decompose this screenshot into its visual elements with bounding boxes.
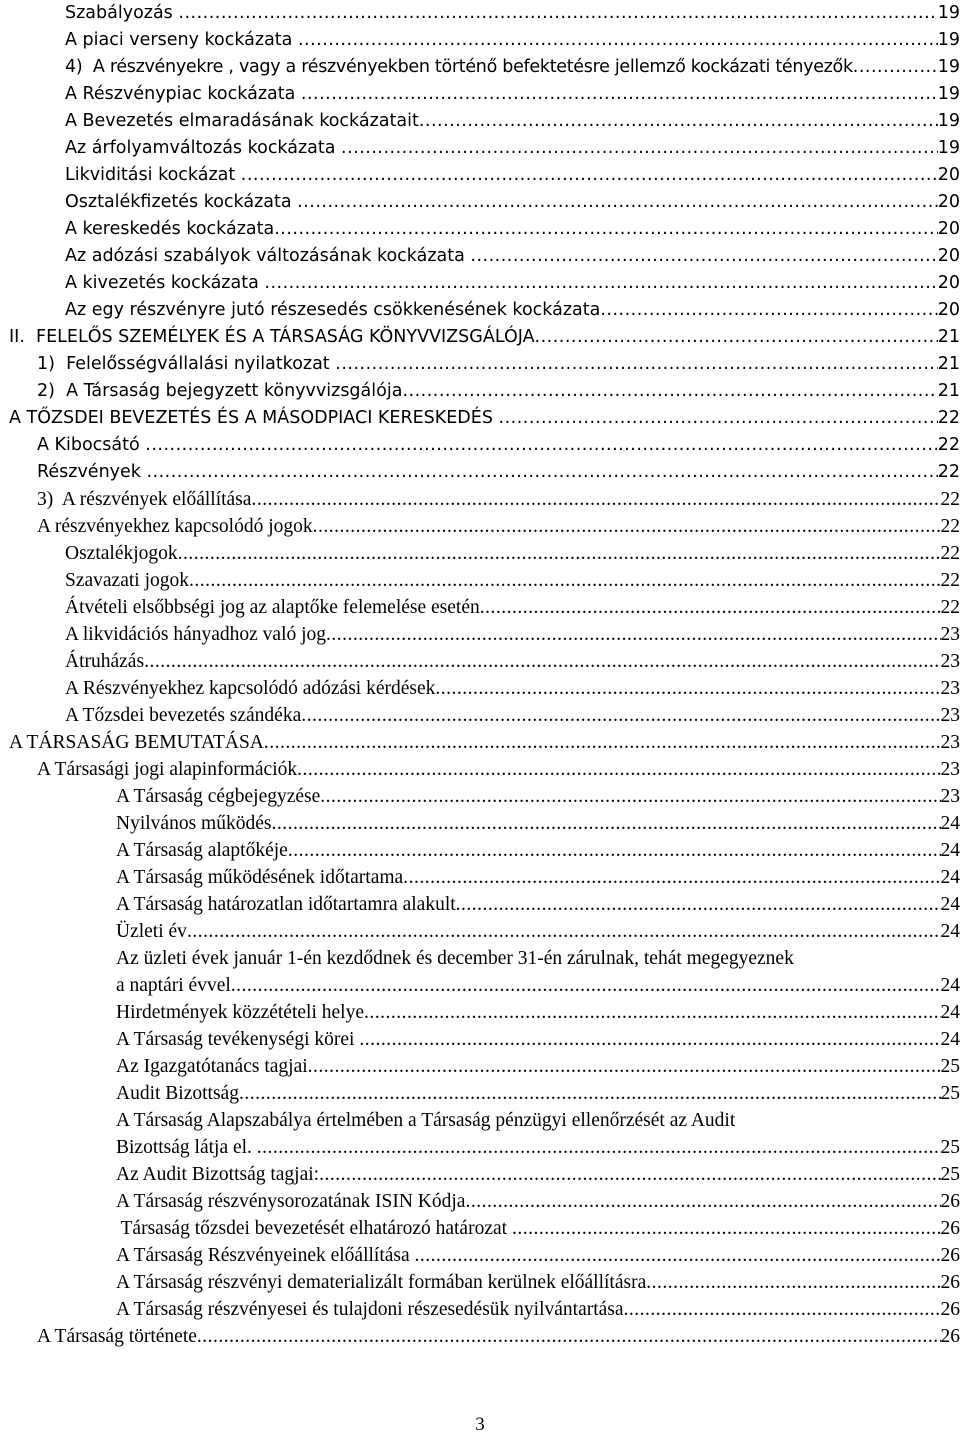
toc-entry-page: 22 [940, 597, 960, 618]
toc-row [0, 378, 960, 405]
toc-row [0, 729, 960, 756]
toc-entry-title: Szabályozás [65, 3, 179, 23]
toc-entry-title: Hirdetmények közzétételi helye [116, 1002, 364, 1023]
dot-leader [197, 1323, 941, 1350]
toc-entry-page: 26 [940, 1218, 960, 1239]
dot-leader [189, 567, 941, 594]
toc-entry[interactable] [37, 459, 960, 486]
toc-entry[interactable] [37, 351, 960, 378]
toc-entry[interactable] [65, 675, 960, 702]
toc-row [0, 135, 960, 162]
toc-entry-title: II. FELELŐS SZEMÉLYEK ÉS A TÁRSASÁG KÖNYVVIZSGÁLÓJA [9, 327, 535, 347]
toc-entry-title: A kivezetés kockázata [65, 273, 265, 293]
toc-entry-title: A Tőzsdei bevezetés szándéka [65, 705, 302, 726]
toc-entry-title: A Társaság cégbejegyzése [116, 786, 321, 807]
toc-entry-page: 23 [940, 705, 960, 726]
dot-leader [853, 54, 938, 81]
toc-entry-title: 1) Felelősségvállalási nyilatkozat [37, 354, 336, 374]
toc-row [0, 648, 960, 675]
toc-row [0, 1107, 960, 1134]
toc-entry-title: A Társaság működésének időtartama [116, 867, 404, 888]
toc-entry-title: A Társaság részvényi dematerializált formában kerülnek előállításra [116, 1272, 647, 1293]
toc-entry-title: A Részvénypiac kockázata [65, 84, 301, 104]
dot-leader [264, 270, 937, 297]
toc-entry[interactable] [116, 891, 960, 918]
toc-entry-title: A Társaság határozatlan időtartamra alakult [116, 894, 456, 915]
dot-leader [419, 108, 938, 135]
toc-entry[interactable] [65, 243, 960, 270]
toc-entry-page: 24 [940, 867, 960, 888]
toc-entry-page: 23 [940, 624, 960, 645]
dot-leader [271, 810, 940, 837]
toc-row [0, 1188, 960, 1215]
dot-leader [341, 135, 938, 162]
toc-entry[interactable] [116, 864, 960, 891]
toc-entry[interactable] [65, 702, 960, 729]
toc-entry[interactable] [65, 54, 960, 81]
toc-entry-page: 25 [940, 1056, 960, 1077]
toc-entry-page: 25 [940, 1137, 960, 1158]
toc-entry-title: A Társasági jogi alapinformációk [37, 759, 298, 780]
toc-entry-page: 19 [937, 30, 960, 50]
page-number: 3 [475, 1414, 485, 1435]
toc-row [0, 1134, 960, 1161]
toc-entry[interactable] [116, 810, 960, 837]
toc-row [0, 702, 960, 729]
toc-entry-title: 4) A részvényekre , vagy a részvényekben történő befektetésre jellemző kockázati tényezők [65, 57, 853, 77]
toc-entry-title: A Társaság alaptőkéje [116, 840, 288, 861]
dot-leader [499, 405, 938, 432]
toc-row [0, 972, 960, 999]
toc-entry-title: Osztalékfizetés kockázata [65, 192, 298, 212]
toc-entry-title: Részvények [37, 462, 147, 482]
toc-entry-page: 23 [940, 651, 960, 672]
toc-entry-page: 21 [937, 327, 960, 347]
toc-row [0, 1161, 960, 1188]
dot-leader [364, 999, 941, 1026]
toc-row [0, 783, 960, 810]
toc-entry[interactable] [65, 594, 960, 621]
toc-entry[interactable] [65, 162, 960, 189]
toc-row [0, 621, 960, 648]
dot-leader [470, 243, 937, 270]
dot-leader [403, 864, 940, 891]
toc-row [0, 54, 960, 81]
toc-entry-title: Az Audit Bizottság tagjai: [116, 1164, 320, 1185]
toc-entry[interactable] [37, 432, 960, 459]
toc-row [0, 1026, 960, 1053]
dot-leader [480, 594, 941, 621]
toc-row [0, 594, 960, 621]
toc-entry[interactable] [116, 1188, 960, 1215]
dot-leader [239, 1080, 941, 1107]
toc-row [0, 945, 960, 972]
toc-entry[interactable] [116, 1161, 960, 1188]
toc-entry-page: 20 [937, 273, 960, 293]
toc-entry-page: 24 [940, 1029, 960, 1050]
toc-row [0, 0, 960, 27]
toc-entry-title: Átvételi elsőbbségi jog az alaptőke felemelése esetén [65, 597, 480, 618]
dot-leader [178, 540, 941, 567]
toc-entry-page: 23 [940, 786, 960, 807]
toc-entry-page: 22 [940, 489, 960, 510]
dot-leader [359, 1026, 940, 1053]
toc-entry-title: Bizottság látja el. [116, 1137, 257, 1158]
toc-row [0, 27, 960, 54]
toc-entry[interactable] [116, 972, 960, 999]
dot-leader [535, 324, 938, 351]
toc-row [0, 216, 960, 243]
toc-entry-page: 23 [940, 759, 960, 780]
toc-entry-page: 20 [937, 219, 960, 239]
toc-entry-title: 2) A Társaság bejegyzett könyvvizsgálója [37, 381, 403, 401]
dot-leader [297, 756, 940, 783]
dot-leader [274, 216, 937, 243]
toc-entry[interactable] [65, 540, 960, 567]
toc-entry-page: 26 [940, 1272, 960, 1293]
dot-leader [308, 1053, 941, 1080]
toc-entry-title: A Bevezetés elmaradásának kockázatait [65, 111, 419, 131]
toc-entry-page: 19 [937, 3, 960, 23]
toc-entry-title: A TÁRSASÁG BEMUTATÁSA [9, 732, 264, 753]
toc-row [0, 1269, 960, 1296]
toc-entry-title: Üzleti év [116, 921, 187, 942]
toc-row [0, 1080, 960, 1107]
toc-row [0, 459, 960, 486]
toc-entry-title: A Kibocsátó [37, 435, 146, 455]
toc-entry-title: A kereskedés kockázata [65, 219, 275, 239]
toc-entry-title: A részvényekhez kapcsolódó jogok [37, 516, 313, 537]
toc-entry-title: A piaci verseny kockázata [65, 30, 298, 50]
dot-leader [335, 351, 937, 378]
toc-row [0, 999, 960, 1026]
toc-row [0, 297, 960, 324]
toc-entry[interactable] [116, 999, 960, 1026]
toc-entry-page: 22 [937, 408, 960, 428]
toc-row [0, 189, 960, 216]
dot-leader [231, 972, 941, 999]
toc-row [0, 540, 960, 567]
toc-entry-title: Társaság tőzsdei bevezetését elhatározó határozat [116, 1218, 512, 1239]
toc-entry-title: A likvidációs hányadhoz való jog [65, 624, 327, 645]
toc-entry[interactable] [65, 270, 960, 297]
toc-row [0, 405, 960, 432]
toc-entry-title: A Társaság részvényesei és tulajdoni részesedésük nyilvántartása [116, 1299, 624, 1320]
toc-entry[interactable] [65, 621, 960, 648]
toc-row [0, 864, 960, 891]
toc-entry-title: A Társaság részvénysorozatának ISIN Kódja [116, 1191, 466, 1212]
toc-row [0, 324, 960, 351]
toc-entry-page: 20 [937, 165, 960, 185]
toc-entry[interactable] [116, 1053, 960, 1080]
dot-leader [264, 729, 941, 756]
toc-row [0, 1215, 960, 1242]
toc-entry-title: A TŐZSDEI BEVEZETÉS ÉS A MÁSODPIACI KERESKEDÉS [9, 408, 499, 428]
toc-row [0, 918, 960, 945]
toc-entry[interactable] [65, 189, 960, 216]
toc-entry-page: 19 [937, 138, 960, 158]
toc-entry-title: Likviditási kockázat [65, 165, 241, 185]
toc-entry[interactable] [37, 486, 960, 513]
toc-row [0, 1053, 960, 1080]
toc-entry-title: Az egy részvényre jutó részesedés csökkenésének kockázata [65, 300, 601, 320]
toc-entry[interactable] [116, 1026, 960, 1053]
toc-entry[interactable] [116, 918, 960, 945]
toc-row [0, 567, 960, 594]
toc-entry-title: Az adózási szabályok változásának kockázata [65, 246, 471, 266]
toc-entry[interactable] [37, 1323, 960, 1350]
toc-row [0, 1242, 960, 1269]
dot-leader [146, 459, 937, 486]
dot-leader [301, 81, 938, 108]
toc-entry-title-line1: Az üzleti évek január 1-én kezdődnek és december 31-én zárulnak, tehát megegyeznek [116, 948, 794, 969]
toc-entry-title: A Társaság története [37, 1326, 197, 1347]
toc-entry-title: Átruházás [65, 651, 145, 672]
toc-entry-page: 24 [940, 1002, 960, 1023]
dot-leader [415, 1242, 941, 1269]
toc-entry-page: 26 [940, 1326, 960, 1347]
toc-entry-title: Audit Bizottság [116, 1083, 239, 1104]
dot-leader [435, 675, 940, 702]
toc-row [0, 108, 960, 135]
dot-leader [288, 837, 941, 864]
toc-entry[interactable] [116, 1080, 960, 1107]
toc-entry[interactable] [65, 81, 960, 108]
toc-row [0, 432, 960, 459]
dot-leader [187, 918, 941, 945]
toc-row [0, 837, 960, 864]
dot-leader [313, 513, 941, 540]
dot-leader [144, 648, 940, 675]
toc-entry[interactable] [116, 783, 960, 810]
dot-leader [298, 27, 938, 54]
toc-entry[interactable] [116, 1296, 960, 1323]
toc-entry[interactable] [65, 216, 960, 243]
toc-entry[interactable] [37, 513, 960, 540]
toc-entry-page: 25 [940, 1083, 960, 1104]
toc-entry[interactable] [9, 405, 960, 432]
toc-entry-page: 23 [940, 678, 960, 699]
toc-entry[interactable] [9, 729, 960, 756]
toc-entry-page: 26 [940, 1299, 960, 1320]
dot-leader [456, 891, 941, 918]
toc-entry-page: 22 [940, 570, 960, 591]
toc-entry-page: 22 [940, 516, 960, 537]
toc-entry-title: A Társaság tevékenységi körei [116, 1029, 360, 1050]
toc-entry[interactable] [116, 837, 960, 864]
dot-leader [251, 486, 940, 513]
toc-entry-page: 22 [937, 435, 960, 455]
dot-leader [297, 189, 938, 216]
toc-entry-page: 22 [937, 462, 960, 482]
toc-row [0, 513, 960, 540]
toc-entry-page: 24 [940, 975, 960, 996]
dot-leader [320, 783, 940, 810]
toc-row [0, 162, 960, 189]
dot-leader [241, 162, 938, 189]
toc-entry-page: 22 [940, 543, 960, 564]
dot-leader [257, 1134, 941, 1161]
toc-entry-title: A Részvényekhez kapcsolódó adózási kérdések [65, 678, 436, 699]
toc-entry-title: Az árfolyamváltozás kockázata [65, 138, 342, 158]
toc-entry-page: 19 [937, 57, 960, 77]
toc-entry-title: 3) A részvények előállítása [37, 489, 252, 510]
toc-entry-page: 21 [937, 354, 960, 374]
dot-leader [402, 378, 937, 405]
toc-entry[interactable] [65, 297, 960, 324]
dot-leader [465, 1188, 940, 1215]
toc-entry-title: Szavazati jogok [65, 570, 189, 591]
dot-leader [319, 1161, 940, 1188]
toc-entry-page: 24 [940, 894, 960, 915]
toc-entry[interactable] [65, 27, 960, 54]
toc-row [0, 486, 960, 513]
toc-entry-page: 24 [940, 813, 960, 834]
toc-entry-page: 26 [940, 1191, 960, 1212]
toc-row [0, 270, 960, 297]
toc-entry[interactable] [116, 1215, 960, 1242]
toc-entry[interactable] [65, 108, 960, 135]
toc-entry-page: 24 [940, 840, 960, 861]
toc-entry-page: 20 [937, 300, 960, 320]
toc-entry[interactable] [65, 567, 960, 594]
toc-row [0, 1323, 960, 1350]
toc-entry-page: 20 [937, 246, 960, 266]
toc-entry[interactable] [65, 648, 960, 675]
toc-entry-page: 19 [937, 111, 960, 131]
toc-entry-title: Nyilvános működés [116, 813, 272, 834]
dot-leader [145, 432, 937, 459]
toc-row [0, 810, 960, 837]
toc-entry-page: 23 [940, 732, 960, 753]
toc-entry-page: 19 [937, 84, 960, 104]
toc-row [0, 891, 960, 918]
toc-entry-title: Osztalékjogok [65, 543, 178, 564]
toc-row [0, 243, 960, 270]
toc-entry-title-line1: A Társaság Alapszabálya értelmében a Társaság pénzügyi ellenőrzését az Audit [116, 1110, 736, 1131]
toc-entry[interactable] [9, 324, 960, 351]
toc-row [0, 675, 960, 702]
dot-leader [646, 1269, 940, 1296]
toc-entry[interactable] [37, 378, 960, 405]
toc-entry-page: 25 [940, 1164, 960, 1185]
toc-entry[interactable] [65, 135, 960, 162]
dot-leader [301, 702, 940, 729]
toc-entry-page: 20 [937, 192, 960, 212]
dot-leader [600, 297, 937, 324]
dot-leader [326, 621, 940, 648]
toc-row [0, 1296, 960, 1323]
dot-leader [624, 1296, 941, 1323]
toc-row [0, 81, 960, 108]
toc-row [0, 351, 960, 378]
toc-entry[interactable] [116, 1134, 960, 1161]
toc-entry-title: A Társaság Részvényeinek előállítása [116, 1245, 415, 1266]
toc-entry[interactable] [116, 1242, 960, 1269]
toc-entry-page: 21 [937, 381, 960, 401]
toc-row [0, 756, 960, 783]
toc-entry-title: Az Igazgatótanács tagjai [116, 1056, 308, 1077]
toc-entry[interactable] [65, 0, 960, 27]
dot-leader [178, 0, 937, 27]
toc-entry-title: a naptári évvel [116, 975, 231, 996]
toc-entry[interactable] [37, 756, 960, 783]
toc-entry-page: 26 [940, 1245, 960, 1266]
dot-leader [512, 1215, 941, 1242]
toc-entry[interactable] [116, 1269, 960, 1296]
toc-entry-page: 24 [940, 921, 960, 942]
